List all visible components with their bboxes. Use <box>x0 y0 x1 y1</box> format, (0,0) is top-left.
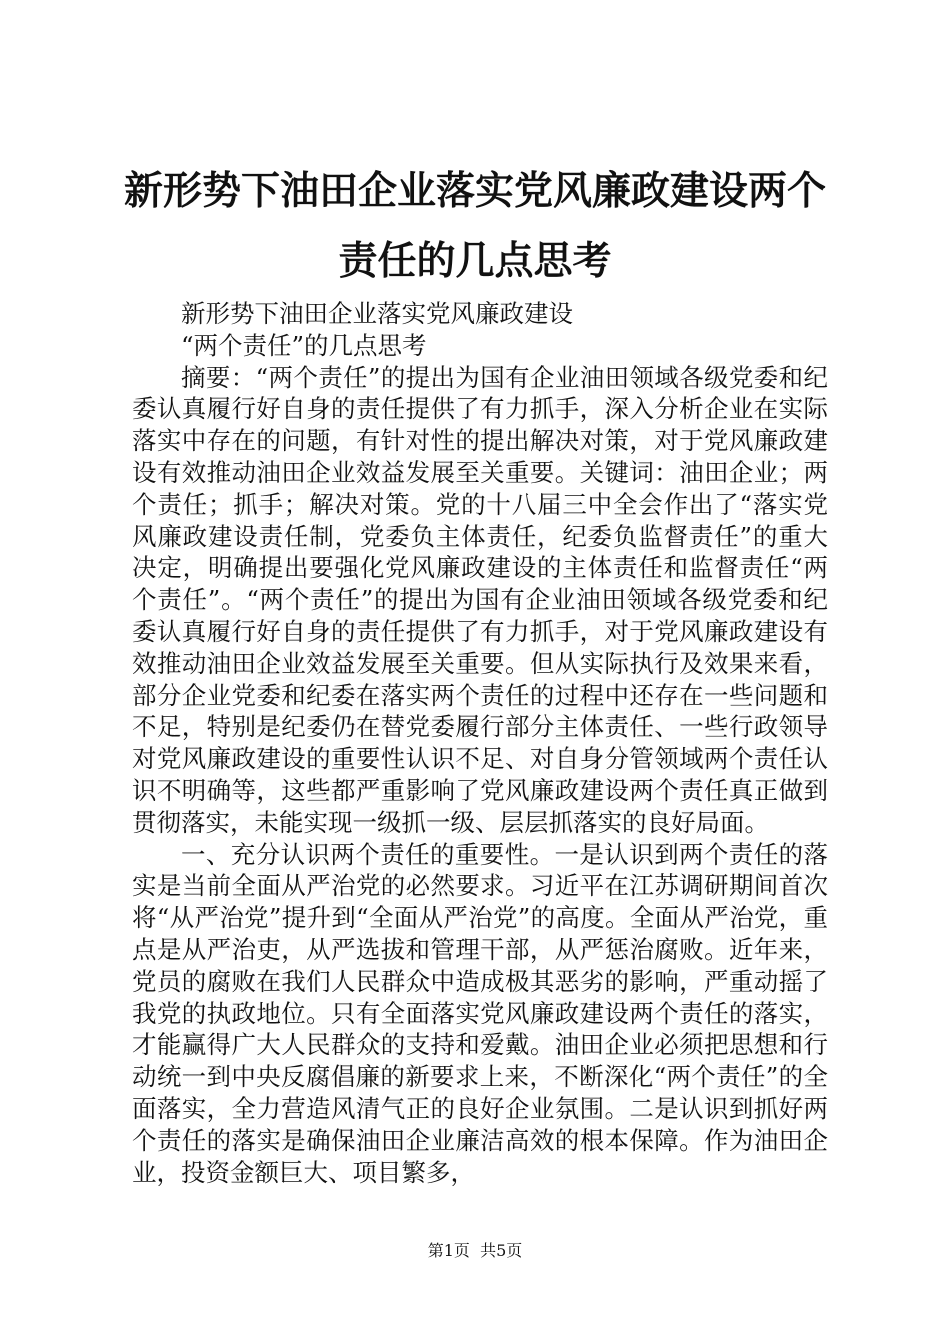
page-total: 共5页 <box>480 1241 523 1260</box>
subtitle-line-1: 新形势下油田企业落实党风廉政建设 <box>181 299 573 328</box>
subtitle-line-2: “两个责任”的几点思考 <box>181 330 427 360</box>
document-body <box>132 298 828 1188</box>
section-one-paragraph: 一、充分认识两个责任的重要性。一是认识到两个责任的落实是当前全面从严治党的必然要求。习近平在江苏调研期间首次将“从严治党”提升到“全面从严治党”的高度。全面从严治党，重点是从严治吏，从严选拔和管理干部，从严惩治腐败。近年来，党员的腐败在我们人民群众中造成极其恶劣的影响，严重动摇了我党的执政地位。只有全面落实党风廉政建设两个责任的落实，才能赢得广大人民群众的支持和爱戴。油田企业必须把思想和行动统一到中央反腐倡廉的新要求上来，不断深化“两个责任”的全面落实，全力营造风清气正的良好企业氛围。二是认识到抓好两个责任的落实是确保油田企业廉洁高效的根本保障。作为油田企业，投资金额巨大、项目繁多， <box>132 839 828 1187</box>
document-title: 新形势下油田企业落实党风廉政建设两个责任的几点思考 <box>123 168 826 284</box>
page-footer <box>0 1241 950 1261</box>
abstract-paragraph: 摘要：“两个责任”的提出为国有企业油田领域各级党委和纪委认真履行好自身的责任提供了有力抓手，深入分析企业在实际落实中存在的问题，有针对性的提出解决对策，对于党风廉政建设有效推动油田企业效益发展至关重要。关键词：油田企业；两个责任；抓手；解决对策。党的十八届三中全会作出了“落实党风廉政建设责任制，党委负主体责任，纪委负监督责任”的重大决定，明确提出要强化党风廉政建设的主体责任和监督责任“两个责任”。“两个责任”的提出为国有企业油田领域各级党委和纪委认真履行好自身的责任提供了有力抓手，对于党风廉政建设有效推动油田企业效益发展至关重要。但从实际执行及效果来看，部分企业党委和纪委在落实两个责任的过程中还存在一些问题和不足，特别是纪委仍在替党委履行部分主体责任、一些行政领导对党风廉政建设的重要性认识不足、对自身分管领域两个责任认识不明确等，这些都严重影响了党风廉政建设两个责任真正做到贯彻落实，未能实现一级抓一级、层层抓落实的良好局面。 <box>132 362 828 837</box>
page-number: 第1页 <box>427 1241 470 1260</box>
